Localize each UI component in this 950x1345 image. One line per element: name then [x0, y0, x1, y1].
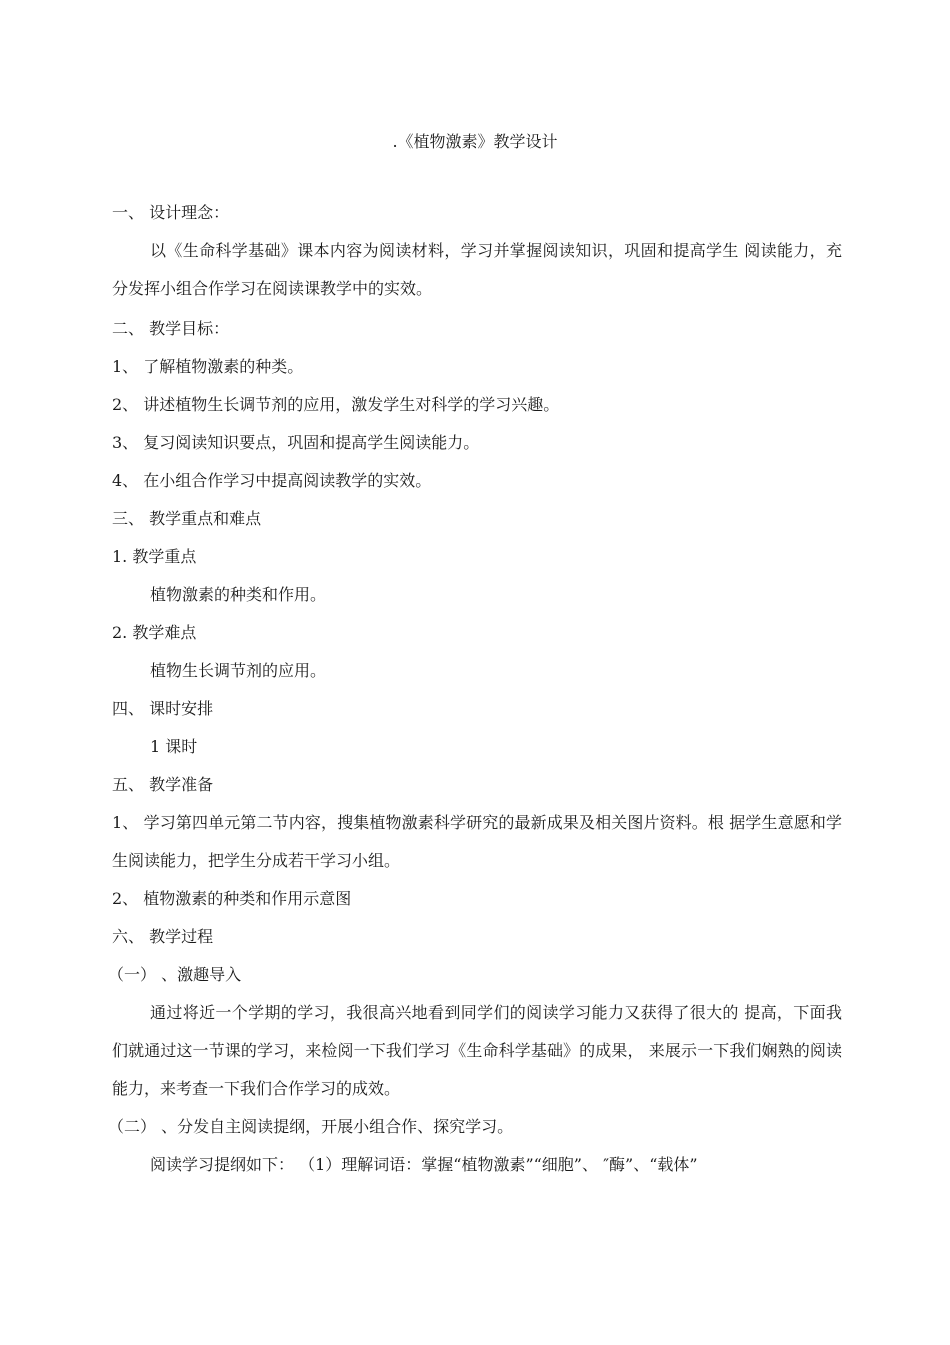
text-reading-outline: 阅读学习提纲如下： （1）理解词语：掌握“植物激素”“细胞”、 ″酶”、“载体” — [150, 1155, 698, 1174]
section-heading-process: 六、 教学过程 — [112, 927, 214, 946]
list-item-goal-3: 3、 复习阅读知识要点，巩固和提高学生阅读能力。 — [112, 433, 480, 452]
subheading-key-point: 1. 教学重点 — [112, 547, 197, 566]
section-heading-schedule: 四、 课时安排 — [112, 699, 214, 718]
section-heading-key-points: 三、 教学重点和难点 — [112, 509, 262, 528]
subheading-process-reading: （二） 、分发自主阅读提纲，开展小组合作、探究学习。 — [108, 1117, 514, 1136]
subheading-difficult-point: 2. 教学难点 — [112, 623, 197, 642]
subheading-process-intro: （一） 、激趣导入 — [108, 965, 242, 984]
text-schedule: 1 课时 — [150, 737, 198, 756]
section-heading-preparation: 五、 教学准备 — [112, 775, 214, 794]
paragraph-design-concept: 以《生命科学基础》课本内容为阅读材料，学习并掌握阅读知识，巩固和提高学生 阅读能力，充分发挥小组合作学习在阅读课教学中的实效。 — [112, 241, 842, 298]
paragraph-process-intro: 通过将近一个学期的学习，我很高兴地看到同学们的阅读学习能力又获得了很大的 提高，下面我们就通过这一节课的学习，来检阅一下我们学习《生命科学基础》的成果， 来展示一下我们娴熟的阅读能力，来考查一下我们合作学习的成效。 — [112, 1003, 842, 1098]
text-difficult-point: 植物生长调节剂的应用。 — [150, 661, 327, 680]
document-title: .《植物激素》教学设计 — [392, 132, 558, 151]
list-item-goal-1: 1、 了解植物激素的种类。 — [112, 357, 304, 376]
section-heading-teaching-goals: 二、 教学目标： — [112, 319, 230, 338]
list-item-preparation-2: 2、 植物激素的种类和作用示意图 — [112, 889, 352, 908]
list-item-goal-2: 2、 讲述植物生长调节剂的应用，激发学生对科学的学习兴趣。 — [112, 395, 560, 414]
list-item-goal-4: 4、 在小组合作学习中提高阅读教学的实效。 — [112, 471, 432, 490]
text-key-point: 植物激素的种类和作用。 — [150, 585, 327, 604]
list-item-preparation-1: 1、 学习第四单元第二节内容，搜集植物激素科学研究的最新成果及相关图片资料。根 据学生意愿和学生阅读能力，把学生分成若干学习小组。 — [112, 813, 842, 870]
section-heading-design-concept: 一、 设计理念： — [112, 203, 230, 222]
